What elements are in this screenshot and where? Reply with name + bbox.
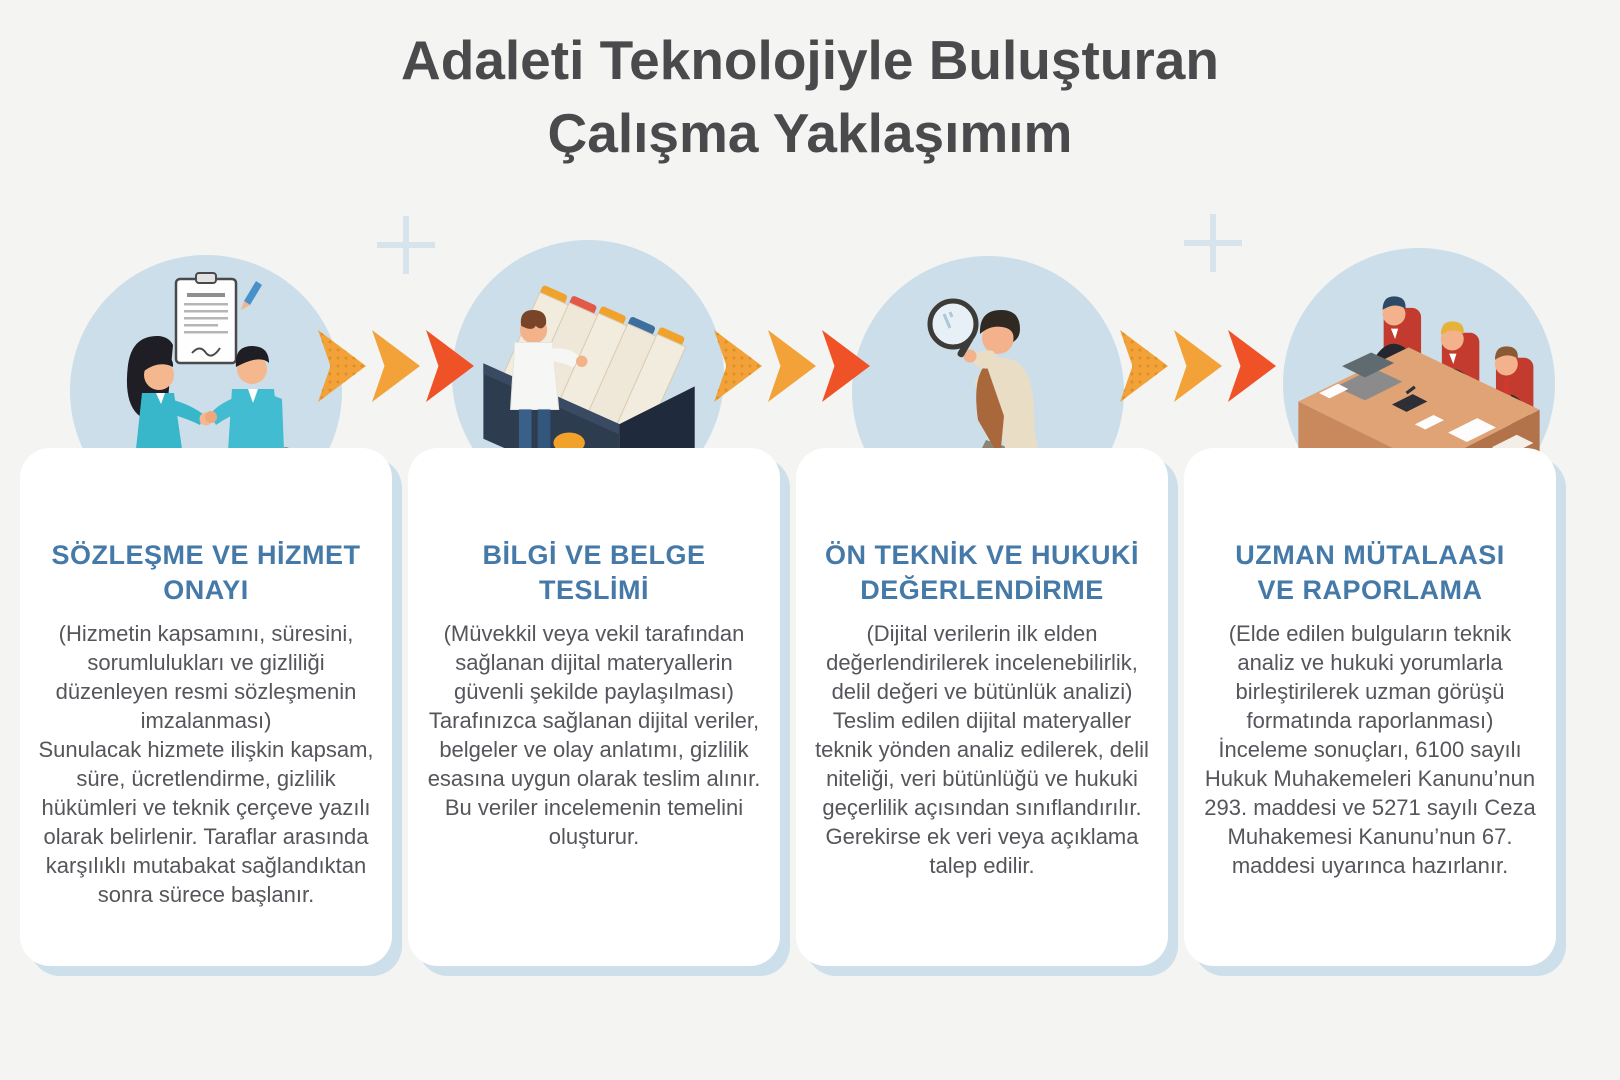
page-title-line2: Çalışma Yaklaşımım bbox=[547, 101, 1073, 164]
chevron-right-icon bbox=[768, 330, 816, 402]
step-summary: (Hizmetin kapsamını, süresini, sorumlulukları ve gizliliği düzenleyen resmi sözleşmenin imzalanması) bbox=[55, 621, 357, 734]
chevron-right-icon bbox=[822, 330, 870, 402]
step-summary: (Dijital verilerin ilk elden değerlendirilerek incelenebilirlik, delil değeri ve bütünlük analizi) bbox=[826, 621, 1138, 705]
step-heading: BİLGİ VE BELGE TESLİMİ bbox=[482, 540, 706, 605]
step-summary: (Elde edilen bulguların teknik analiz ve hukuki yorumlarla birleştirilerek uzman görüşü formatında raporlanması) bbox=[1228, 621, 1512, 734]
step-detail: Sunulacak hizmete ilişkin kapsam, süre, ücretlendirme, gizlilik hükümleri ve teknik çerçeve yazılı olarak belirlenir. Taraflar arasında karşılıklı mutabakat sağlandıktan sonra sürece başlanır. bbox=[38, 737, 374, 908]
chevron-right-icon bbox=[318, 330, 366, 402]
step-detail: İnceleme sonuçları, 6100 sayılı Hukuk Muhakemeleri Kanunu’nun 293. maddesi ve 5271 sayılı Ceza Muhakemesi Kanunu’nun 67. maddesi uyarınca hazırlanır. bbox=[1204, 737, 1536, 879]
step-heading: UZMAN MÜTALAASI VE RAPORLAMA bbox=[1235, 540, 1505, 605]
step-card-expert-report bbox=[1184, 448, 1556, 966]
step1-to-step2-arrows bbox=[318, 330, 474, 402]
page-title-line1: Adaleti Teknolojiyle Buluşturan bbox=[401, 29, 1219, 91]
step2-to-step3-arrows bbox=[714, 330, 870, 402]
step-card-contract-approval bbox=[20, 448, 392, 966]
step-summary: (Müvekkil veya vekil tarafından sağlanan dijital materyallerin güvenli şekilde paylaşılması) bbox=[443, 621, 745, 705]
chevron-right-icon bbox=[1174, 330, 1222, 402]
step-detail: Teslim edilen dijital materyaller teknik yönden analiz edilerek, delil niteliği, veri bütünlüğü ve hukuki geçerlilik açısından sınıflandırılır. Gerekirse ek veri veya açıklama talep edilir. bbox=[815, 708, 1149, 879]
chevron-right-icon bbox=[1120, 330, 1168, 402]
step-detail: Tarafınızca sağlanan dijital veriler, belgeler ve olay anlatımı, gizlilik esasına uygun olarak teslim alınır. Bu veriler incelemenin temelini oluşturur. bbox=[427, 708, 761, 850]
step3-to-step4-arrows bbox=[1120, 330, 1276, 402]
chevron-right-icon bbox=[1228, 330, 1276, 402]
chevron-right-icon bbox=[426, 330, 474, 402]
chevron-right-icon bbox=[714, 330, 762, 402]
step-heading: SÖZLEŞME VE HİZMET ONAYI bbox=[51, 540, 361, 605]
step-card-preliminary-evaluation bbox=[796, 448, 1168, 966]
page-title bbox=[0, 24, 1620, 169]
plus-icon bbox=[377, 216, 435, 274]
step-heading: ÖN TEKNİK VE HUKUKİ DEĞERLENDİRME bbox=[824, 540, 1139, 605]
step-card-document-delivery bbox=[408, 448, 780, 966]
chevron-right-icon bbox=[372, 330, 420, 402]
plus-icon bbox=[1184, 214, 1242, 272]
